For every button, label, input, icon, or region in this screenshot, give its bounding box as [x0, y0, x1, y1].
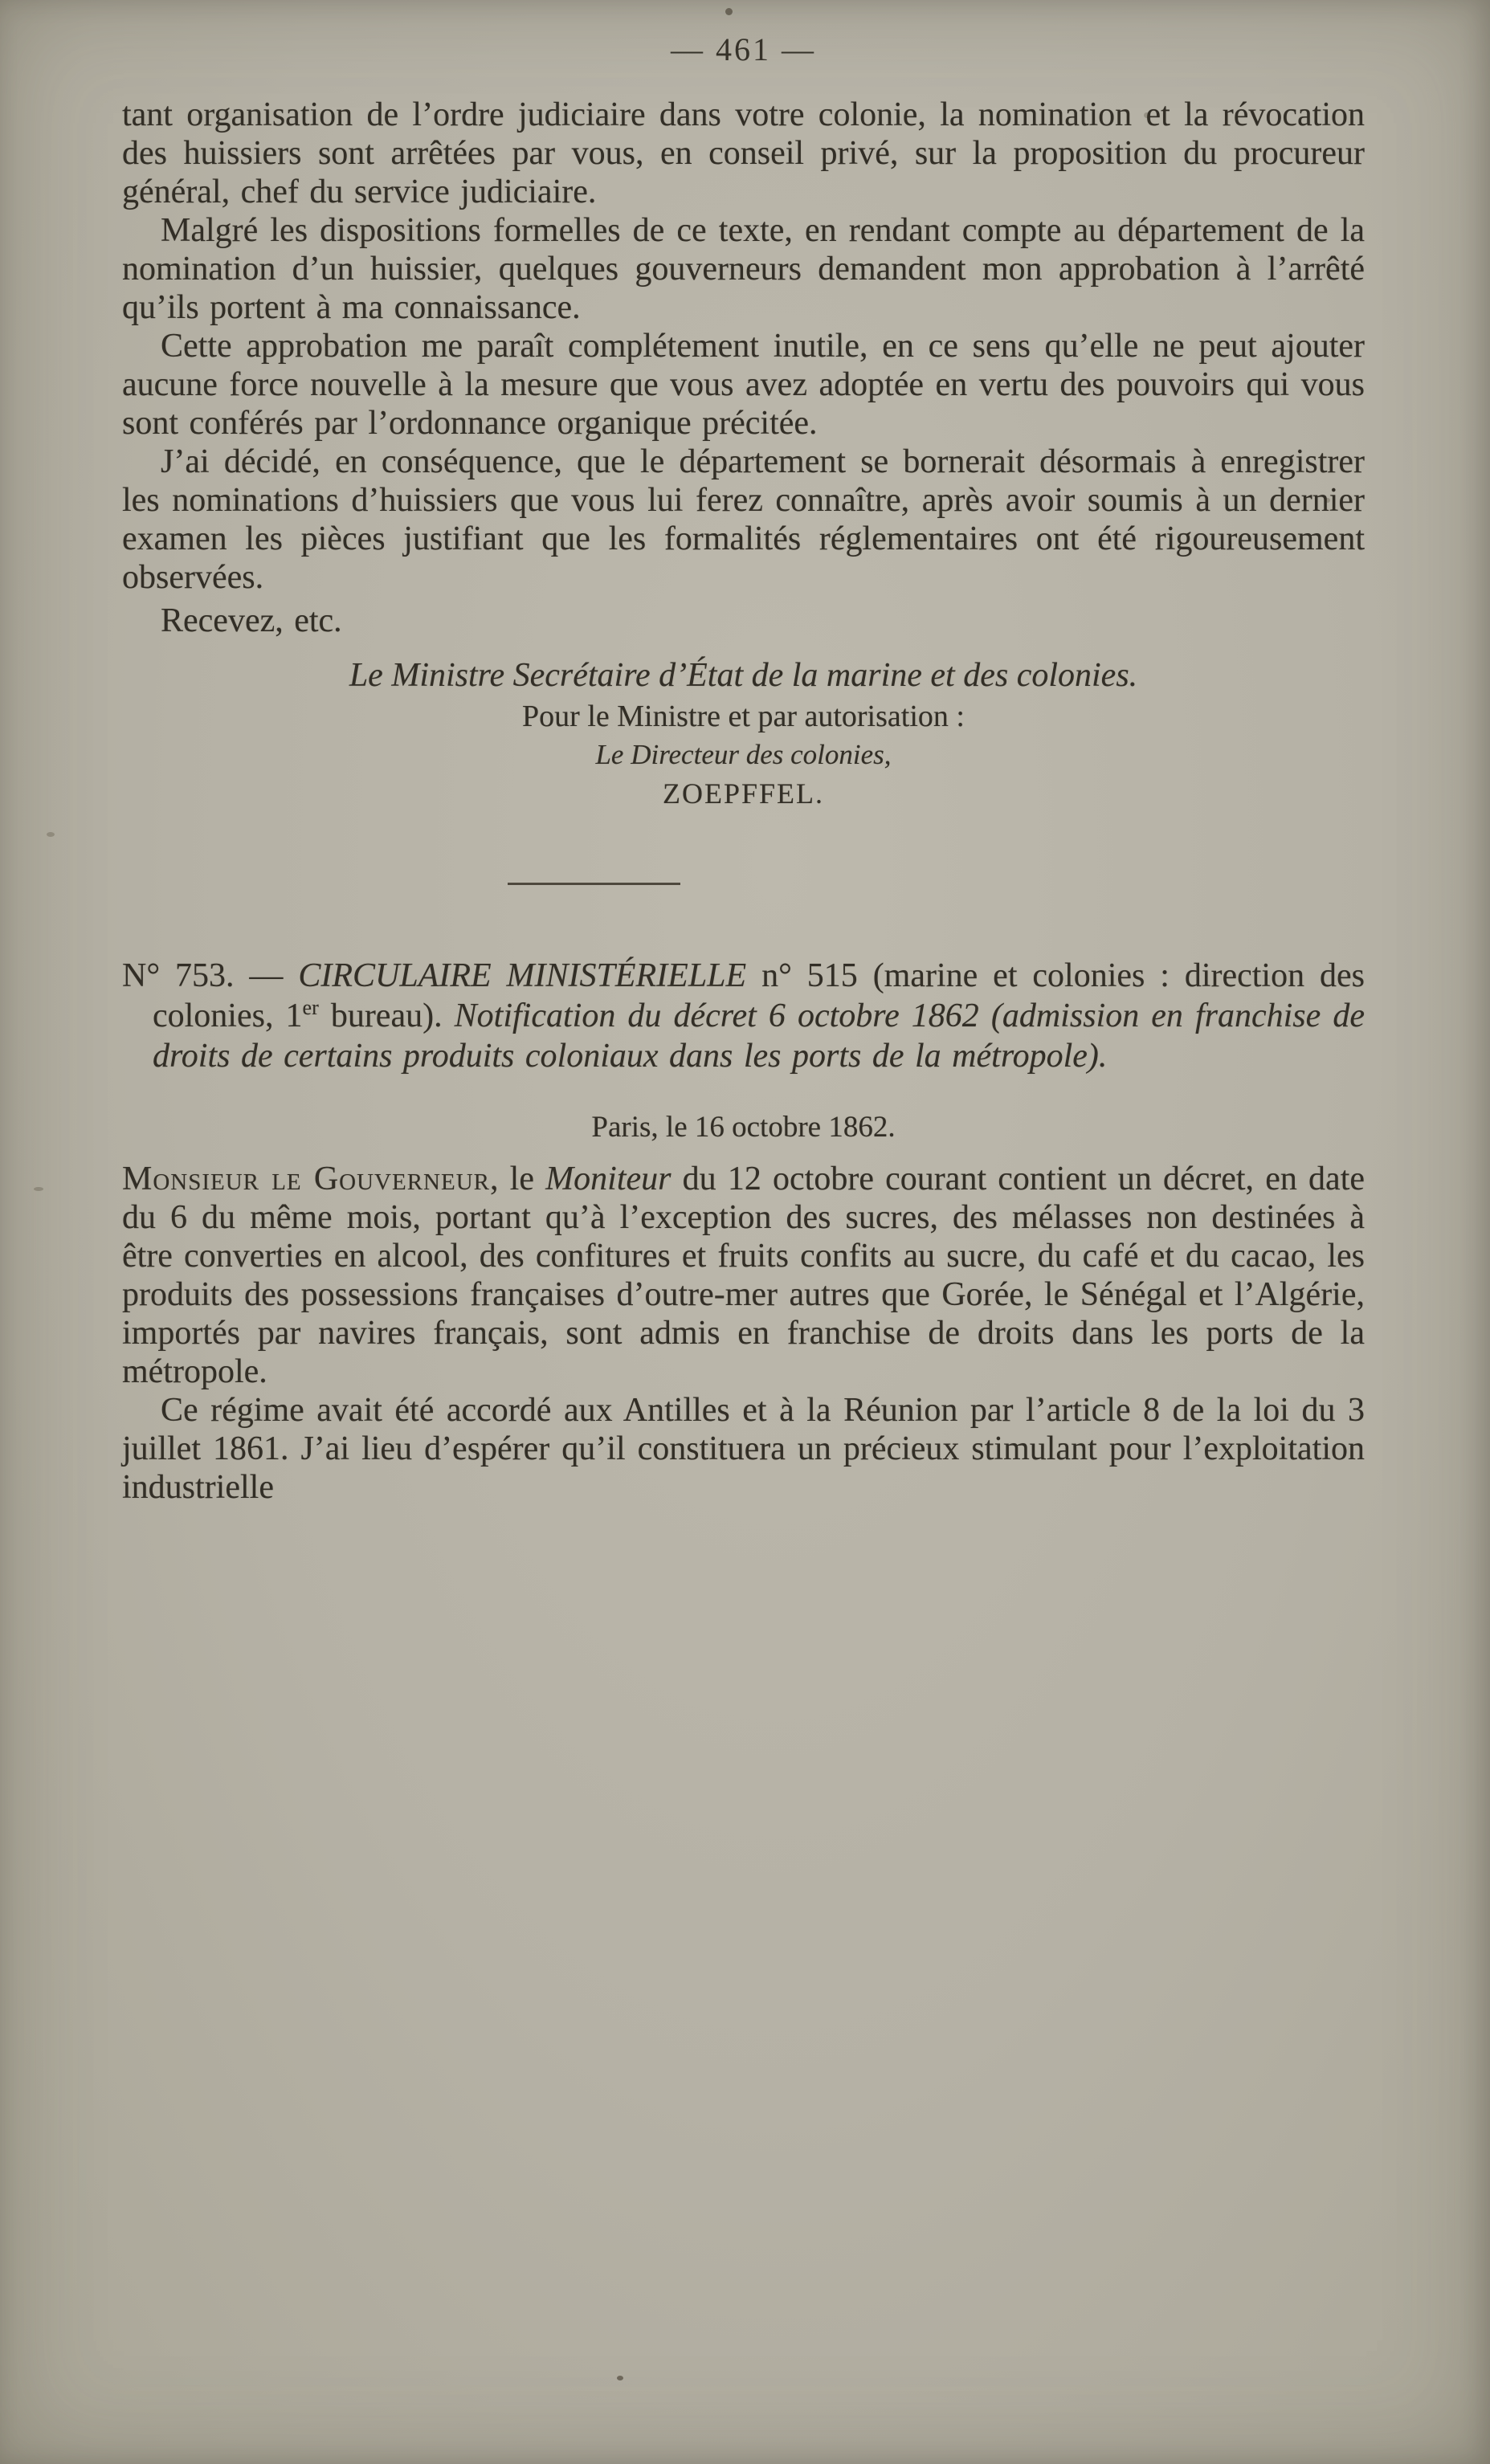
signature-title: Le Ministre Secrétaire d’État de la marine et des colonies. [349, 657, 1138, 694]
scan-speck [34, 1187, 43, 1191]
circular-section [122, 956, 1365, 1507]
circular-subject: Notification du décret 6 octobre 1862 (admission en franchise de droits de certains produits coloniaux dans les ports de la métropole). [153, 997, 1365, 1075]
letter-paragraph-3: Cette approbation me paraît complétement inutile, en ce sens qu’elle ne peut ajouter aucune force nouvelle à la mesure que vous avez adoptée en vertu des pouvoirs qui vous sont conférés par l’ordonnance organique précitée. [122, 328, 1365, 442]
page-number: — 461 — [671, 31, 816, 67]
salutation: Monsieur le Gouverneur [122, 1161, 490, 1197]
letter-paragraph-1: tant organisation de l’ordre judiciaire dans votre colonie, la nomination et la révocation des huissiers sont arrêtées par vous, en conseil privé, sur la proposition du procureur général, chef du service judiciaire. [122, 96, 1365, 210]
signature-name: ZOEPFFEL. [662, 777, 825, 810]
signature-block [122, 655, 1365, 814]
circular-paragraph-1-lead: , le [489, 1161, 546, 1197]
letter-closing: Recevez, etc. [161, 602, 342, 639]
scan-speck [47, 832, 55, 837]
signature-director: Le Directeur des colonies, [595, 739, 892, 770]
scan-speck [617, 2376, 623, 2380]
circular-number: N° 753. — [122, 957, 299, 994]
scan-speck [725, 8, 733, 15]
circular-ref: n° 515 (marine et colonies : direction des colonies, 1 [153, 957, 1365, 1034]
circular-heading [122, 956, 1365, 1076]
text-block [122, 31, 1365, 1507]
section-divider [508, 883, 680, 885]
moniteur-reference: Moniteur [545, 1161, 672, 1197]
letter-paragraph-2: Malgré les dispositions formelles de ce texte, en rendant compte au département de la nomination d’un huissier, quelques gouverneurs demandent mon approbation à l’arrêté qu’ils portent à ma connaissance. [122, 212, 1365, 326]
circular-paragraph-1-body: du 12 octobre courant contient un décret, en date du 6 du même mois, portant qu’à l’exception des sucres, des mélasses non destinées à être converties en alcool, des confitures et fruits confits au sucre, du café et du cacao, les produits des possessions françaises d’outre-mer autres que Gorée, le Sénégal et l’Algérie, importés par navires français, sont admis en franchise de droits dans les ports de la métropole. [122, 1161, 1365, 1390]
circular-ref-end: bureau). [318, 997, 455, 1034]
circular-paragraph-1 [122, 1160, 1365, 1391]
dateline: Paris, le 16 octobre 1862. [591, 1111, 896, 1144]
circular-paragraph-2: Ce régime avait été accordé aux Antilles et à la Réunion par l’article 8 de la loi du 3 juillet 1861. J’ai lieu d’espérer qu’il constituera un précieux stimulant pour l’exploitation industrielle [122, 1392, 1365, 1506]
signature-authorization: Pour le Ministre et par autorisation : [522, 700, 965, 733]
circular-bureau-ordinal: er [302, 996, 319, 1019]
letter-paragraph-4: J’ai décidé, en conséquence, que le département se bornerait désormais à enregistrer les nominations d’huissiers que vous lui ferez connaître, après avoir soumis à un dernier examen les pièces justifiant que les formalités réglementaires ont été rigoureusement observées. [122, 443, 1365, 596]
circular-type: CIRCULAIRE MINISTÉRIELLE [298, 957, 747, 994]
